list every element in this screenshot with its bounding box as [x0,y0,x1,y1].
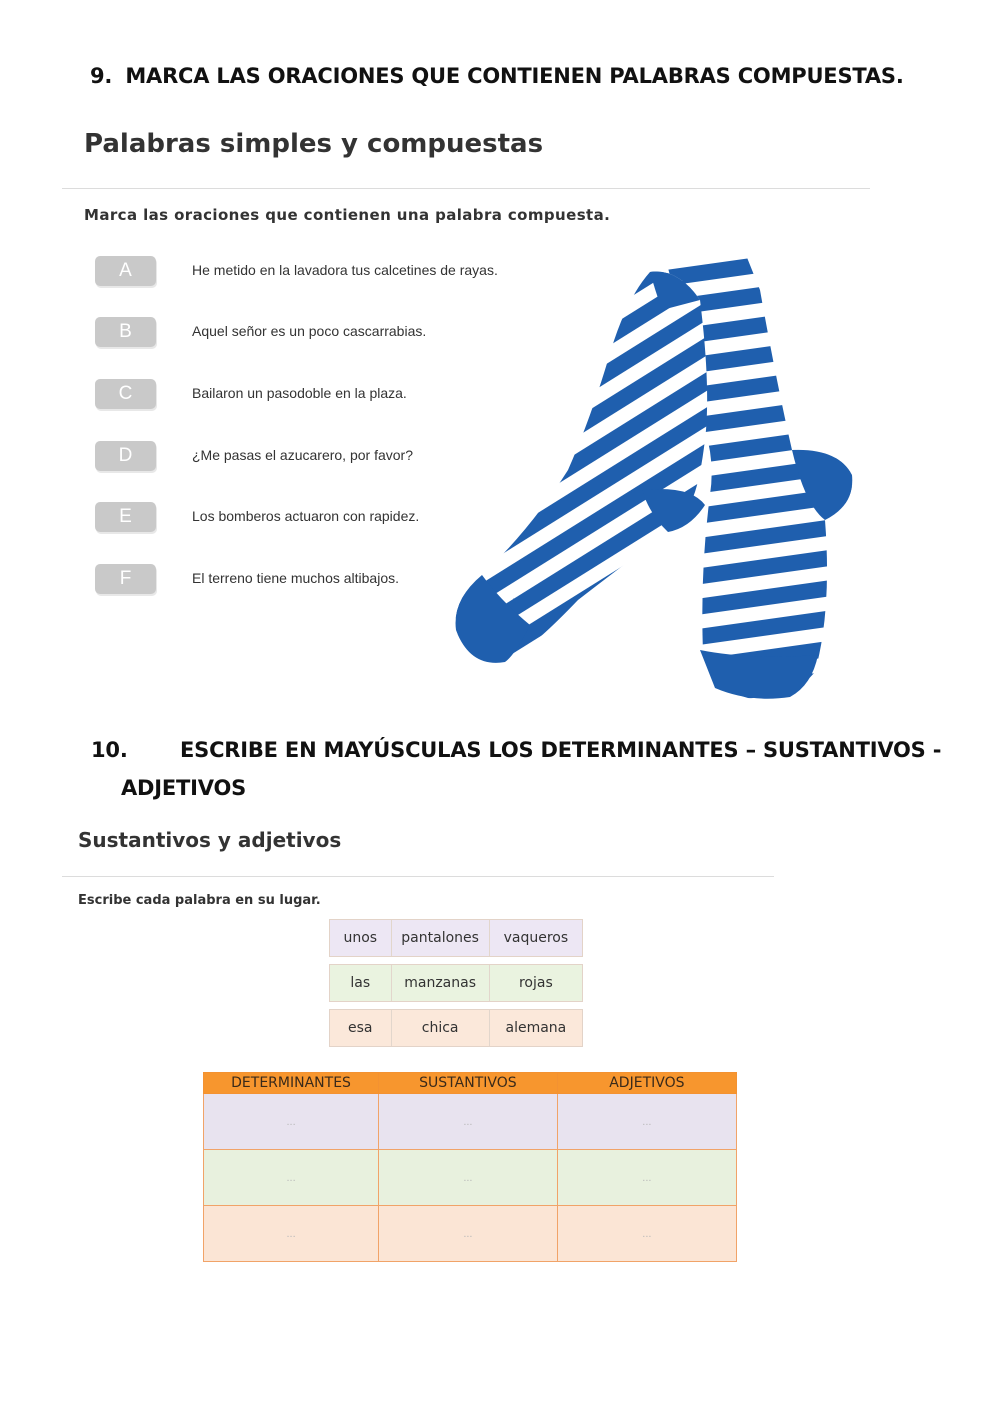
drop-cell[interactable]: ... [379,1150,558,1206]
option-c-button[interactable]: C [95,379,156,409]
question-10-title-line1: ESCRIBE EN MAYÚSCULAS LOS DETERMINANTES – SUSTANTIVOS - [180,738,942,762]
option-a-text: He metido en la lavadora tus calcetines de rayas. [192,262,498,278]
question-10-title-line2: ADJETIVOS [121,776,247,800]
header-sustantivos: SUSTANTIVOS [379,1073,558,1094]
table-row [204,1094,737,1150]
exercise-2-instruction: Escribe cada palabra en su lugar. [78,893,321,908]
exercise-1-instruction: Marca las oraciones que contienen una palabra compuesta. [84,206,611,224]
word-card[interactable]: pantalones [392,920,490,956]
drop-cell[interactable]: ... [204,1150,379,1206]
word-card[interactable]: manzanas [392,965,490,1001]
front-sock [440,250,720,680]
word-card[interactable]: rojas [518,975,553,991]
word-card[interactable]: las [330,965,392,1001]
drop-cell[interactable]: ... [557,1094,736,1150]
option-b-text: Aquel señor es un poco cascarrabias. [192,323,427,339]
drop-cell[interactable]: ... [379,1206,558,1262]
striped-socks-illustration [440,245,870,710]
word-card[interactable]: alemana [505,1020,567,1036]
header-determinantes: DETERMINANTES [204,1073,379,1094]
option-c-text: Bailaron un pasodoble en la plaza. [192,385,407,401]
option-f-button[interactable]: F [95,564,156,594]
exercise-2-divider [62,876,774,877]
option-d-button[interactable]: D [95,441,156,471]
option-e-text: Los bomberos actuaron con rapidez. [192,508,420,524]
option-d-text: ¿Me pasas el azucarero, por favor? [192,447,413,463]
exercise-1-title: Palabras simples y compuestas [84,129,544,159]
drop-cell[interactable]: ... [379,1094,558,1150]
question-9-heading [90,64,904,88]
question-10-number: 10. [91,738,128,762]
question-9-title: MARCA LAS ORACIONES QUE CONTIENEN PALABRAS COMPUESTAS. [125,64,904,88]
option-b-button[interactable]: B [95,317,156,347]
drop-cell[interactable]: ... [204,1206,379,1262]
word-card[interactable]: chica [392,1010,490,1046]
table-row [204,1150,737,1206]
exercise-2-title: Sustantivos y adjetivos [78,828,342,852]
drop-cell[interactable]: ... [204,1094,379,1150]
word-row [329,964,583,1002]
word-card[interactable]: vaqueros [503,930,569,946]
word-card[interactable]: unos [330,920,392,956]
header-adjetivos: ADJETIVOS [557,1073,736,1094]
exercise-1-divider [62,188,870,189]
question-10-heading [91,738,951,762]
table-row [204,1206,737,1262]
question-9-number: 9. [90,64,113,88]
word-row [329,1009,583,1047]
option-f-text: El terreno tiene muchos altibajos. [192,570,399,586]
option-e-button[interactable]: E [95,502,156,532]
drop-cell[interactable]: ... [557,1150,736,1206]
drop-cell[interactable]: ... [557,1206,736,1262]
table-header-row [204,1073,737,1094]
classification-table [203,1072,737,1262]
word-card[interactable]: esa [330,1010,392,1046]
word-row [329,919,583,957]
option-a-button[interactable]: A [95,256,156,286]
